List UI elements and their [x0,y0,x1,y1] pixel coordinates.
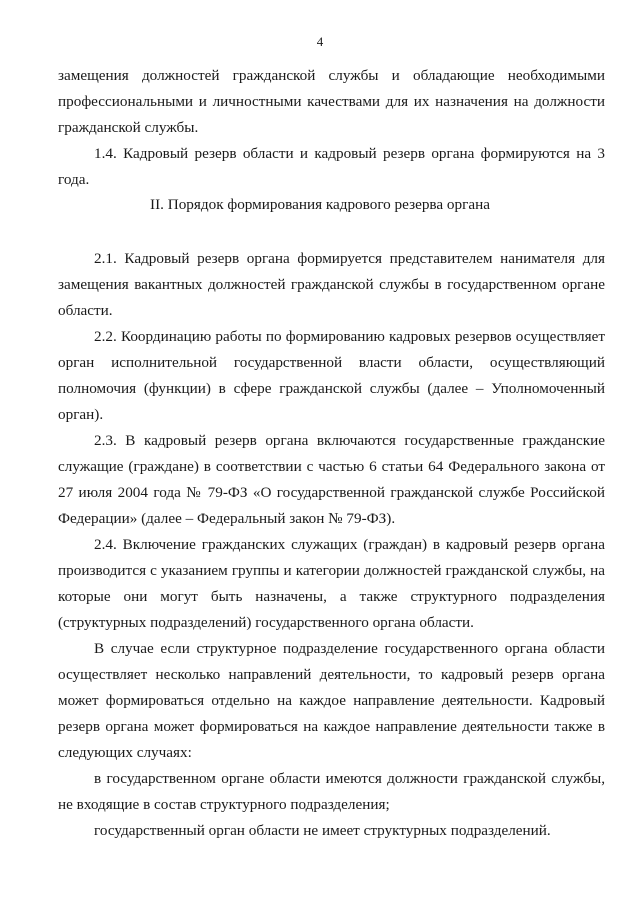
text-line: Федерации» (далее – Федеральный закон № 79-ФЗ). [58,510,396,527]
text-line: полномочия (функции) в сфере гражданской службы (далее – Уполномоченный [58,380,605,397]
text-line: следующих случаях: [58,744,192,761]
text-line: 2.4. Включение гражданских служащих (граждан) в кадровый резерв органа [94,536,605,553]
text-line: 2.3. В кадровый резерв органа включаются государственные гражданские [94,432,605,449]
text-line: области. [58,302,113,319]
text-line: резерв органа может формироваться на каждое направление деятельности также в [58,718,605,735]
text-line: в государственном органе области имеются должности гражданской службы, [94,770,605,787]
text-line: орган). [58,406,104,423]
text-line: 27 июля 2004 года № 79-ФЗ «О государственной гражданской службе Российской [58,484,605,501]
section-heading: II. Порядок формирования кадрового резерва органа [150,196,490,213]
text-line: 2.2. Координацию работы по формированию кадровых резервов осуществляет [94,328,605,345]
text-line: производится с указанием группы и категории должностей гражданской службы, на [58,562,605,579]
text-line: служащие (граждане) в соответствии с частью 6 статьи 64 Федерального закона от [58,458,605,475]
text-line: замещения вакантных должностей гражданской службы в государственном органе [58,276,605,293]
text-line: не входящие в состав структурного подразделения; [58,796,390,813]
page-number: 4 [316,34,324,49]
text-line: года. [58,171,90,188]
text-line: 2.1. Кадровый резерв органа формируется представителем нанимателя для [94,250,605,267]
text-line: государственный орган области не имеет структурных подразделений. [94,822,551,839]
text-line: профессиональными и личностными качествами для их назначения на должности [58,93,605,110]
text-line: осуществляет несколько направлений деятельности, то кадровый резерв органа [58,666,605,683]
text-line: замещения должностей гражданской службы и обладающие необходимыми [58,67,605,84]
text-line: которые они могут быть назначены, а также структурного подразделения [58,588,605,605]
text-line: В случае если структурное подразделение государственного органа области [94,640,605,657]
text-line: гражданской службы. [58,119,199,136]
text-line: орган исполнительной государственной власти области, осуществляющий [58,354,605,371]
text-line: может формироваться отдельно на каждое направление деятельности. Кадровый [58,692,605,709]
text-line: (структурных подразделений) государственного органа области. [58,614,474,631]
text-line: 1.4. Кадровый резерв области и кадровый резерв органа формируются на 3 [94,145,605,162]
